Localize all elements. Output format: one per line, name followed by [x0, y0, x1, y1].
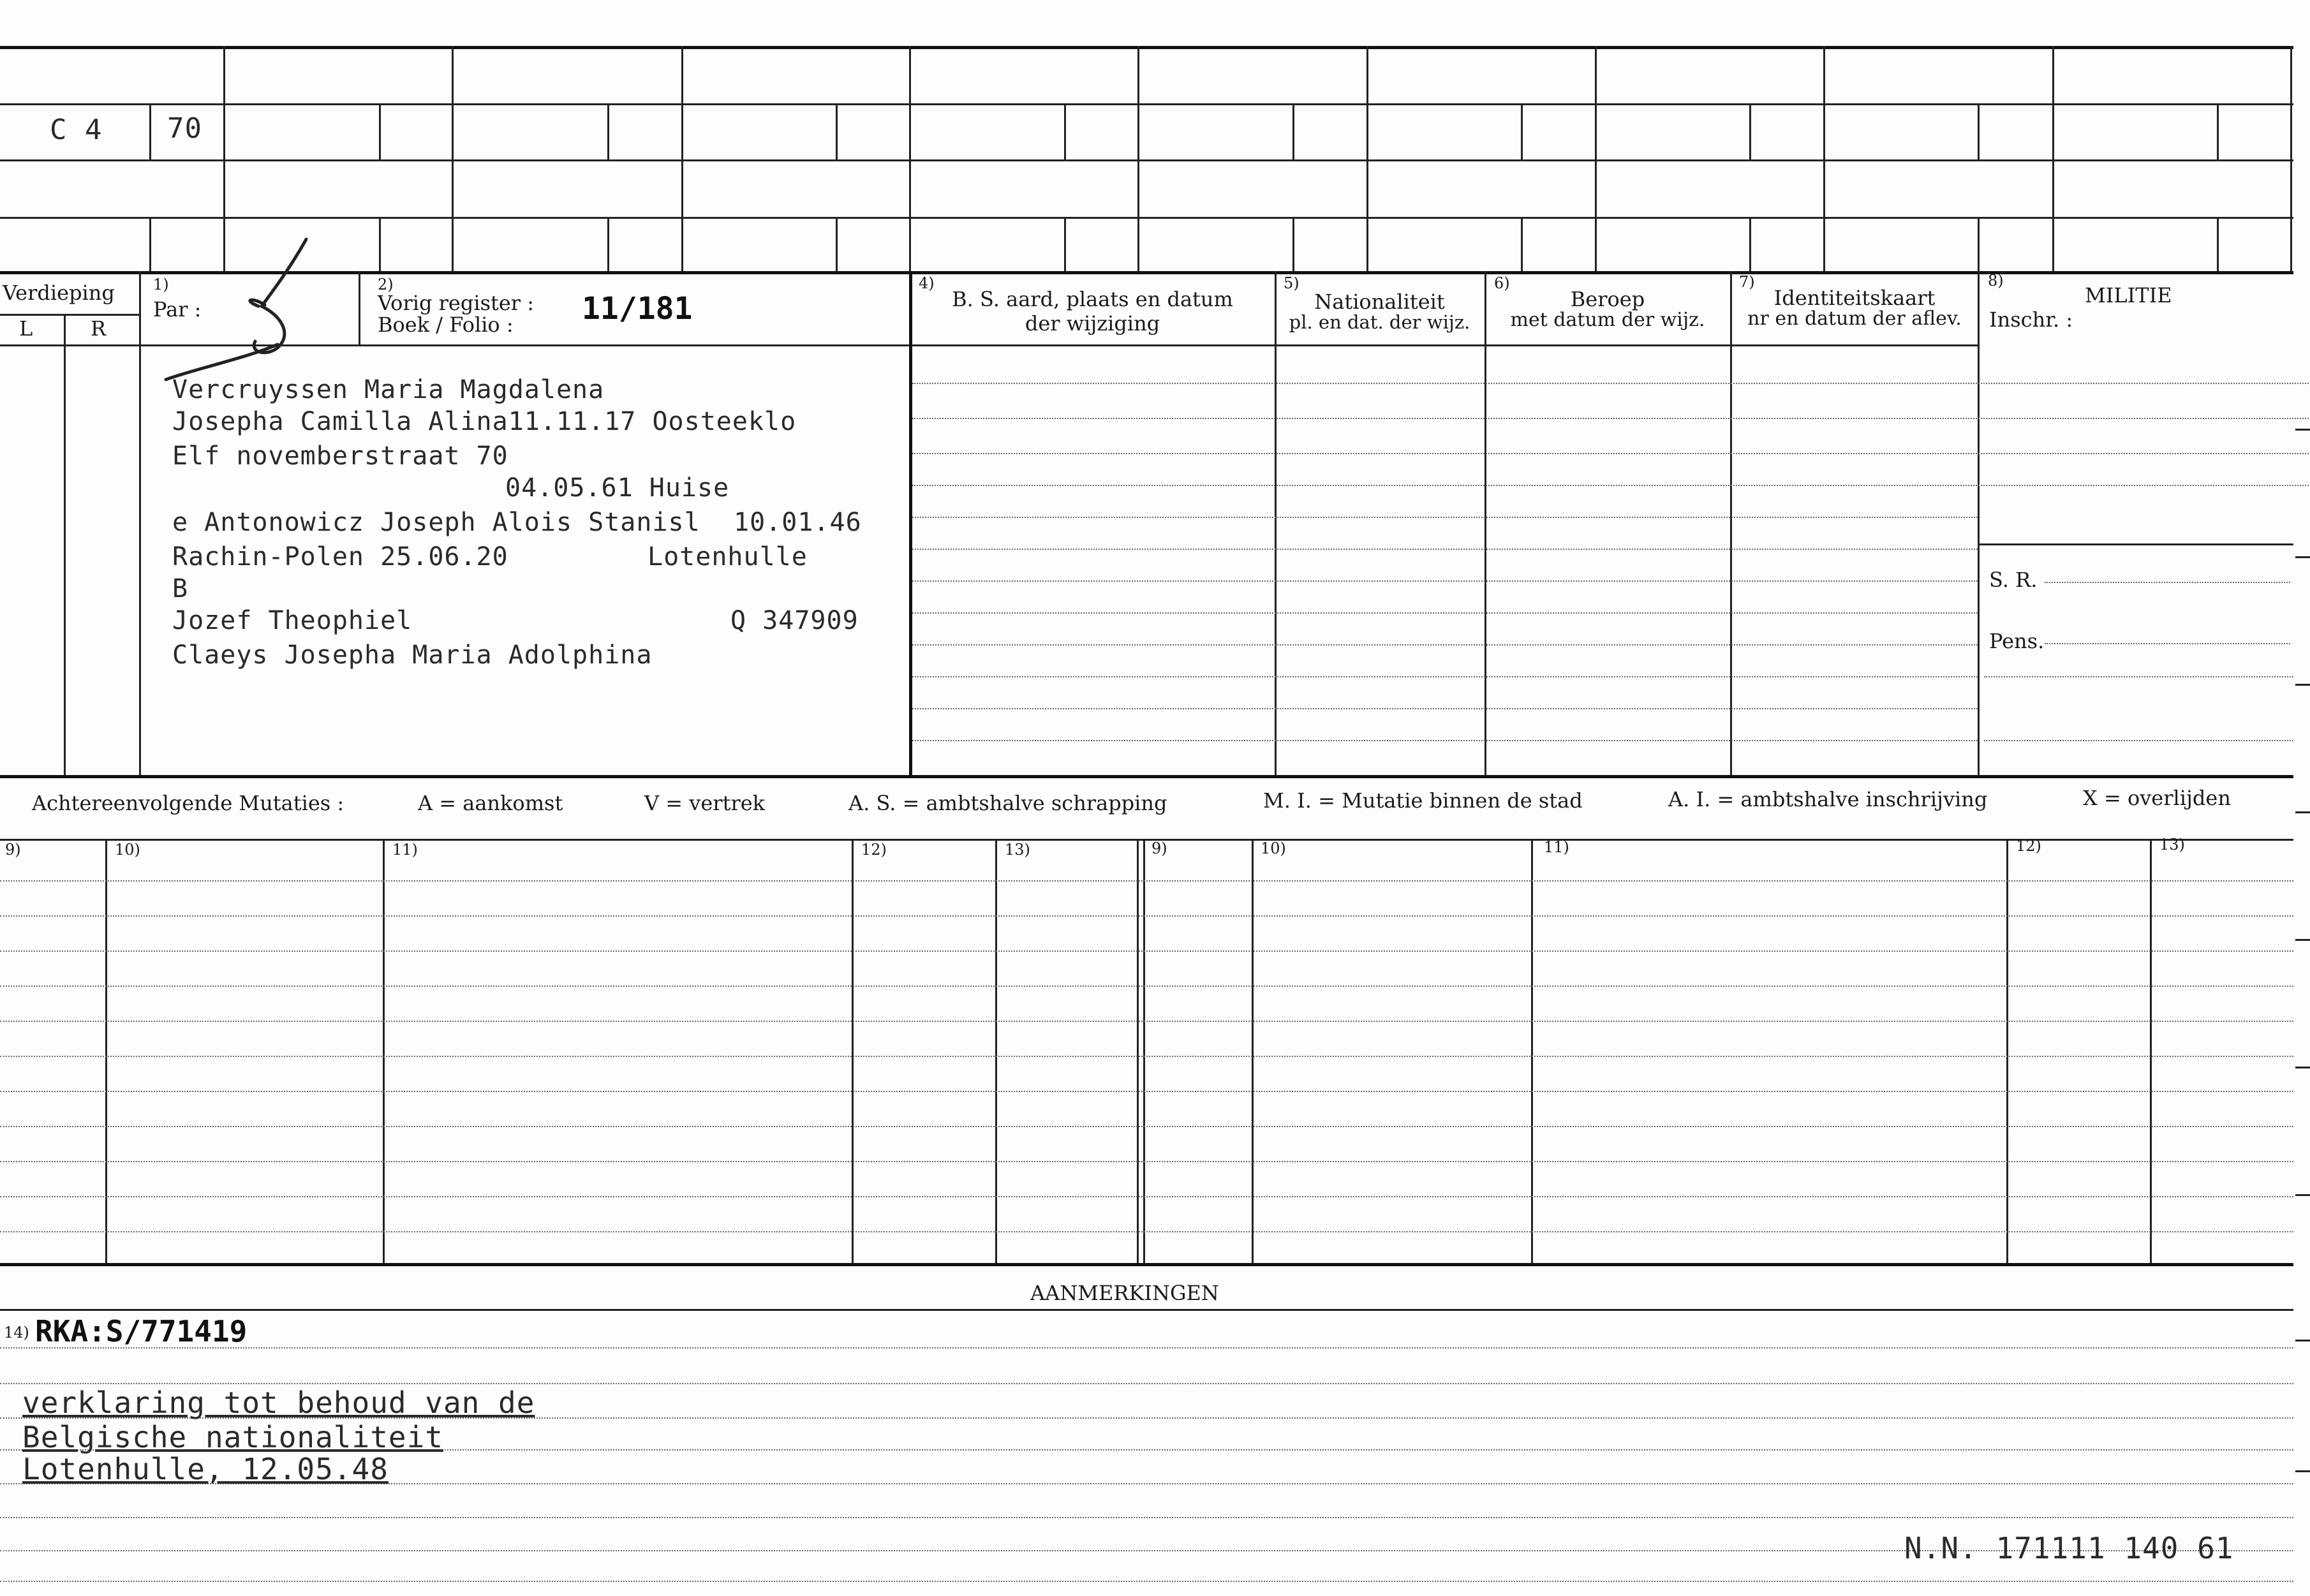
person-line-5b: 10.01.46 [734, 508, 862, 537]
mut-right-col-10: 10) [1261, 839, 1286, 857]
inschr-label: Inschr. : [1989, 307, 2073, 332]
rka-reference: RKA:S/771419 [35, 1314, 248, 1348]
handwritten-par-mark [153, 236, 319, 389]
mut-right-col-12: 12) [2016, 837, 2041, 855]
id-header-line1: Identiteitskaart [1773, 286, 1936, 310]
legend-vertrek: V = vertrek [644, 791, 766, 815]
legend-mutatie-binnen-stad: M. I. = Mutatie binnen de stad [1263, 788, 1583, 813]
person-line-9: Claeys Josepha Maria Adolphina [172, 640, 653, 670]
header-number: 70 [167, 112, 202, 145]
legend-overlijden: X = overlijden [2083, 786, 2231, 810]
par-number: 1) [153, 276, 169, 293]
legend-ambtshalve-schrapping: A. S. = ambtshalve schrapping [848, 791, 1167, 815]
aanmerkingen-number: 14) [4, 1324, 29, 1341]
sr-label: S. R. [1989, 568, 2038, 592]
header-code: C 4 [50, 114, 103, 146]
nat-header-line2: pl. en dat. der wijz. [1289, 311, 1470, 333]
person-line-3: Elf novemberstraat 70 [172, 441, 508, 471]
beroep-number: 6) [1494, 274, 1510, 292]
bs-header-line2: der wijziging [1025, 311, 1160, 336]
mut-left-col-9: 9) [5, 841, 21, 859]
beroep-header-line2: met datum der wijz. [1510, 309, 1705, 331]
person-line-6b: Lotenhulle [648, 542, 808, 572]
nat-number: 5) [1284, 274, 1299, 292]
person-line-8a: Jozef Theophiel [172, 606, 413, 635]
person-line-2: Josepha Camilla Alina11.11.17 Oosteeklo [172, 407, 797, 436]
legend-aankomst: A = aankomst [418, 791, 563, 815]
boek-folio-label: Boek / Folio : [378, 313, 514, 337]
vorig-register-value: 11/181 [582, 291, 693, 327]
bs-number: 4) [919, 274, 935, 292]
national-number: N.N. 171111 140 61 [1904, 1531, 2234, 1565]
remark-line-1: verklaring tot behoud van de [22, 1385, 535, 1420]
left-label: L [19, 316, 33, 341]
remark-line-2: Belgische nationaliteit [22, 1420, 443, 1454]
mut-left-col-12: 12) [861, 841, 887, 859]
verdieping-label: Verdieping [3, 281, 115, 305]
mutaties-title: Achtereenvolgende Mutaties : [32, 791, 344, 815]
remark-line-3: Lotenhulle, 12.05.48 [22, 1452, 389, 1486]
person-line-6a: Rachin-Polen 25.06.20 [172, 542, 508, 572]
person-line-7: B [172, 574, 189, 603]
right-label: R [91, 316, 107, 341]
person-line-1: Vercruyssen Maria Magdalena [172, 375, 605, 404]
mut-left-col-13: 13) [1005, 841, 1030, 859]
vorig-register-label: Vorig register : [378, 291, 535, 315]
pens-label: Pens. [1989, 629, 2045, 653]
person-line-8b: Q 347909 [730, 606, 859, 635]
militie-number: 8) [1988, 272, 2004, 290]
mut-left-col-11: 11) [392, 841, 418, 859]
mut-right-col-13: 13) [2159, 836, 2185, 853]
id-header-line2: nr en datum der aflev. [1747, 307, 1962, 330]
nat-header-line1: Nationaliteit [1314, 290, 1445, 314]
mut-right-col-11: 11) [1544, 838, 1569, 856]
vorig-number: 2) [378, 276, 394, 293]
beroep-header-line1: Beroep [1570, 287, 1645, 311]
par-label: Par : [153, 297, 202, 321]
militie-label: MILITIE [2085, 283, 2172, 307]
person-line-5a: e Antonowicz Joseph Alois Stanisl [172, 508, 700, 537]
legend-ambtshalve-inschrijving: A. I. = ambtshalve inschrijving [1668, 787, 1988, 811]
bs-header-line1: B. S. aard, plaats en datum [952, 287, 1233, 311]
mut-left-col-10: 10) [115, 841, 140, 859]
id-number: 7) [1739, 273, 1755, 291]
aanmerkingen-title: AANMERKINGEN [1030, 1281, 1219, 1305]
mut-right-col-9: 9) [1151, 839, 1167, 857]
person-line-4: 04.05.61 Huise [505, 473, 730, 503]
